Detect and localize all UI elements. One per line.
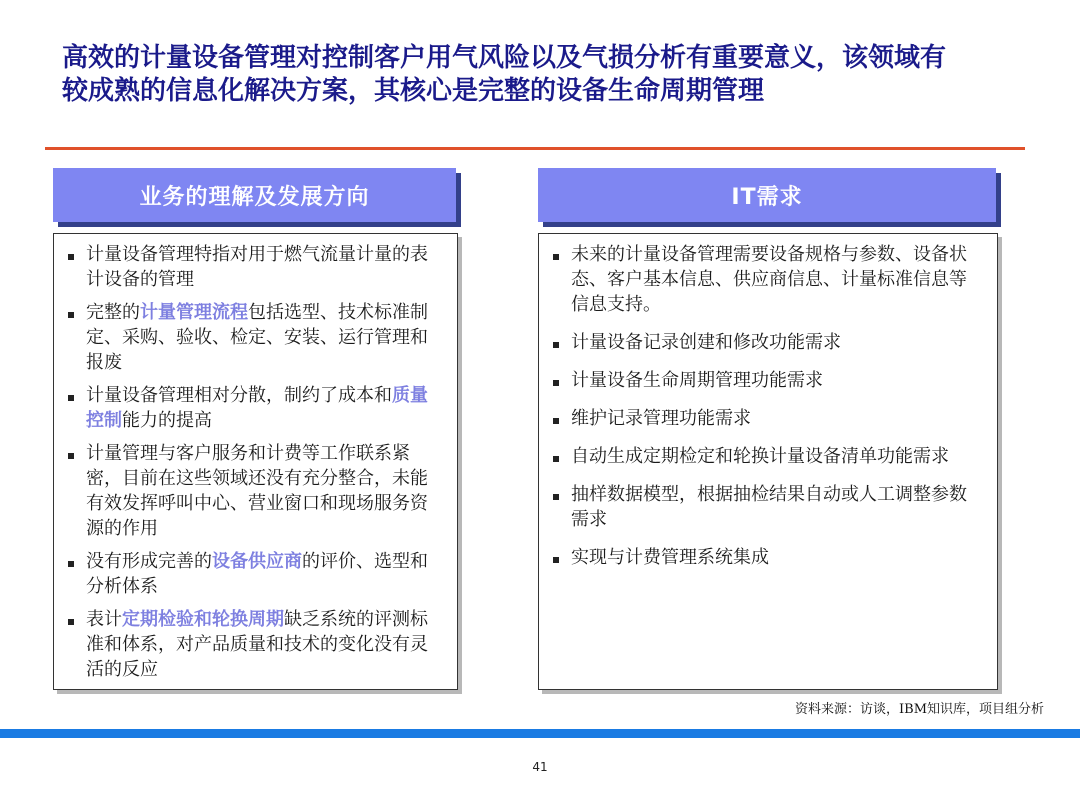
highlight-text: 计量管理流程: [140, 302, 248, 323]
bullet-square-icon: [553, 557, 559, 563]
highlight-text: 定期检验和轮换周期: [122, 609, 284, 630]
bullet-square-icon: [553, 342, 559, 348]
highlight-text: 质量控制: [86, 385, 428, 431]
right-bullet-list: [549, 242, 984, 583]
right-column-header: IT需求: [538, 168, 996, 222]
bullet-text: 计量设备管理相对分散，制约了成本和: [86, 385, 392, 406]
bullet-square-icon: [68, 619, 74, 625]
bullet-text: 实现与计费管理系统集成: [571, 547, 769, 568]
bullet-text: 能力的提高: [122, 410, 212, 431]
bullet-item: [549, 242, 984, 317]
bullet-text: 表计: [86, 609, 122, 630]
bullet-text: 没有形成完善的: [86, 551, 212, 572]
bullet-text: 计量设备管理特指对用于燃气流量计量的表计设备的管理: [86, 244, 428, 290]
bullet-square-icon: [68, 453, 74, 459]
bullet-square-icon: [553, 380, 559, 386]
bullet-text: 完整的: [86, 302, 140, 323]
bullet-text: 计量管理与客户服务和计费等工作联系紧密，目前在这些领域还没有充分整合，未能有效发挥呼叫中心、营业窗口和现场服务资源的作用: [86, 443, 428, 539]
footer-bar: [0, 729, 1080, 738]
bullet-item: [549, 368, 984, 393]
bullet-item: [64, 300, 444, 375]
it-requirements-box: [538, 233, 998, 690]
bullet-text: 抽样数据模型，根据抽检结果自动或人工调整参数需求: [571, 484, 967, 530]
page-number: 41: [532, 760, 548, 774]
page-title: 高效的计量设备管理对控制客户用气风险以及气损分析有重要意义，该领域有较成熟的信息化解决方案，其核心是完整的设备生命周期管理: [62, 43, 947, 106]
bullet-item: [549, 545, 984, 570]
title-divider: [45, 147, 1025, 150]
bullet-square-icon: [68, 561, 74, 567]
bullet-text: 计量设备生命周期管理功能需求: [571, 370, 823, 391]
bullet-item: [549, 444, 984, 469]
bullet-item: [549, 330, 984, 355]
bullet-text: 的评价、选型和分析体系: [86, 551, 428, 597]
bullet-square-icon: [553, 494, 559, 500]
bullet-text: 未来的计量设备管理需要设备规格与参数、设备状态、客户基本信息、供应商信息、计量标准信息等信息支持。: [571, 244, 967, 315]
bullet-item: [549, 482, 984, 532]
bullet-item: [64, 383, 444, 433]
bullet-text: 维护记录管理功能需求: [571, 408, 751, 429]
source-note: 资料来源：访谈，IBM知识库，项目组分析: [795, 702, 1044, 717]
bullet-square-icon: [68, 395, 74, 401]
bullet-text: 包括选型、技术标准制定、采购、验收、检定、安装、运行管理和报废: [86, 302, 428, 373]
bullet-item: [64, 242, 444, 292]
bullet-item: [64, 441, 444, 541]
bullet-item: [64, 549, 444, 599]
highlight-text: 设备供应商: [212, 551, 302, 572]
bullet-item: [549, 406, 984, 431]
bullet-square-icon: [553, 254, 559, 260]
bullet-text: 计量设备记录创建和修改功能需求: [571, 332, 841, 353]
bullet-square-icon: [68, 254, 74, 260]
bullet-square-icon: [68, 312, 74, 318]
left-column-header: 业务的理解及发展方向: [53, 168, 456, 222]
bullet-text: 缺乏系统的评测标准和体系，对产品质量和技术的变化没有灵活的反应: [86, 609, 428, 680]
left-bullet-list: [64, 242, 444, 690]
bullet-item: [64, 607, 444, 682]
bullet-square-icon: [553, 456, 559, 462]
business-understanding-box: [53, 233, 458, 690]
bullet-square-icon: [553, 418, 559, 424]
bullet-text: 自动生成定期检定和轮换计量设备清单功能需求: [571, 446, 949, 467]
